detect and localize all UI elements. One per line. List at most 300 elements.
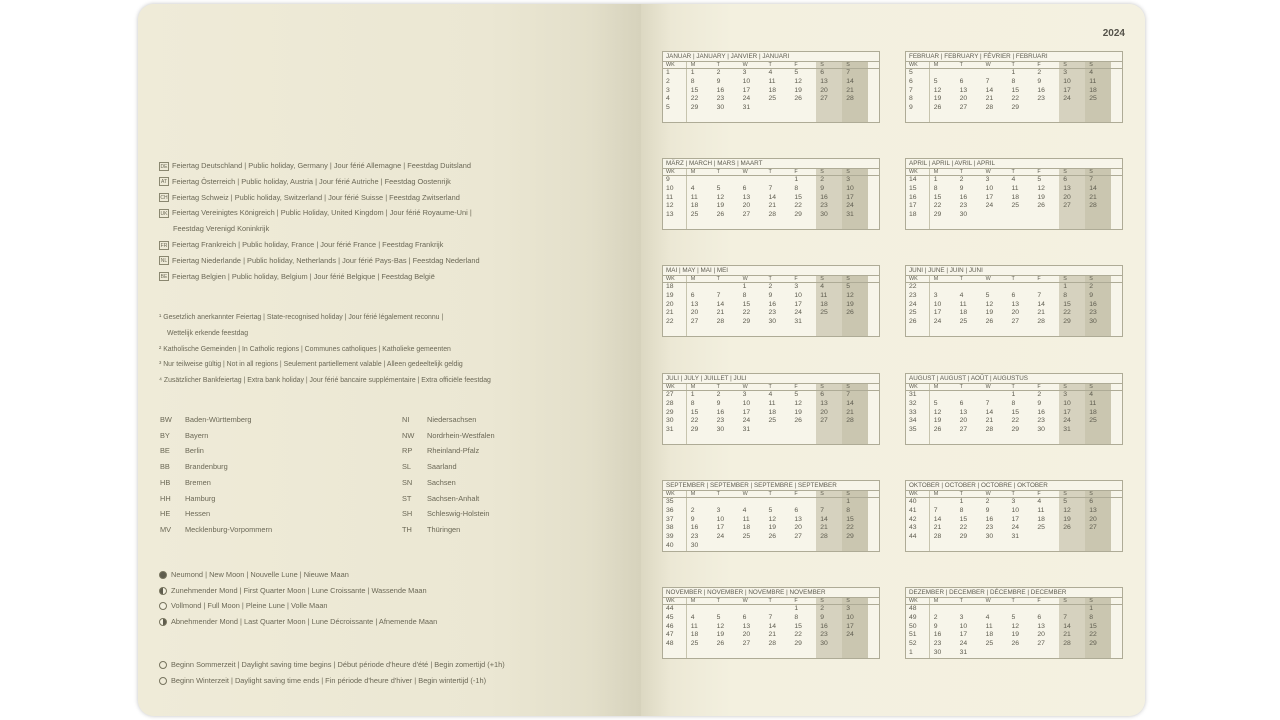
holiday-text: Feiertag Vereinigtes Königreich | Public Holiday, United Kingdom | Jour férié Royaume-Uni | — [172, 208, 472, 218]
state-name: Schleswig-Holstein — [427, 509, 490, 519]
state-abbreviation: BB — [160, 462, 170, 472]
day-cell: 16 — [816, 194, 842, 203]
weekday-label: F — [794, 384, 798, 390]
week-number: 50 — [906, 623, 930, 632]
week-row — [663, 95, 879, 104]
holiday-text: Feiertag Frankreich | Public holiday, France | Jour férié France | Feestdag Frankrijk — [172, 239, 444, 249]
weekday-label: M — [690, 598, 696, 604]
weekday-label: M — [933, 169, 939, 175]
day-cell: 13 — [959, 86, 968, 94]
weekday-label: F — [794, 276, 798, 282]
day-cell: 23 — [690, 533, 699, 541]
day-cell — [1033, 211, 1059, 220]
day-cell: 21 — [768, 631, 777, 639]
day-cell: 5 — [794, 69, 799, 76]
day-cell: 23 — [959, 202, 968, 210]
day-cell — [790, 104, 816, 113]
day-cell: 30 — [816, 211, 842, 220]
week-row — [906, 623, 1122, 632]
day-cell — [663, 649, 687, 658]
day-cell: 10 — [1059, 78, 1085, 87]
day-cell — [1033, 104, 1059, 113]
week-row — [663, 649, 879, 658]
moon-phase-legend — [159, 567, 437, 630]
weekday-label: S — [1085, 169, 1111, 175]
weekday-label: WK — [663, 384, 687, 390]
day-cell: 28 — [768, 640, 777, 648]
month-title: MÄRZ | MARCH | MARS | MAART — [663, 159, 879, 169]
weekday-label: S — [1059, 169, 1085, 175]
day-cell: 28 — [768, 211, 777, 219]
day-cell — [1007, 283, 1033, 292]
day-cell: 1 — [794, 605, 799, 612]
day-cell — [842, 426, 868, 435]
weekday-header-row — [906, 62, 1122, 69]
clock-icon — [159, 661, 167, 669]
day-cell: 8 — [1011, 399, 1016, 407]
state-item — [160, 443, 272, 459]
week-number: 27 — [663, 391, 687, 400]
weekday-label: T — [716, 169, 720, 175]
day-cell: 12 — [1011, 622, 1020, 630]
day-cell — [842, 220, 868, 229]
day-cell: 25 — [1085, 417, 1111, 426]
day-cell: 26 — [716, 211, 725, 219]
week-number: 3 — [663, 87, 687, 96]
day-cell: 27 — [690, 318, 699, 326]
day-cell — [1085, 113, 1111, 122]
day-cell: 6 — [794, 506, 799, 514]
weekday-label: M — [690, 491, 696, 497]
month-title: JANUAR | JANUARY | JANVIER | JANUARI — [663, 52, 879, 62]
day-cell: 7 — [1059, 614, 1085, 623]
week-row — [906, 301, 1122, 310]
week-row — [663, 507, 879, 516]
day-cell — [764, 327, 790, 336]
day-cell — [687, 113, 713, 122]
state-name: Brandenburg — [185, 462, 228, 472]
week-number: 16 — [906, 194, 930, 203]
week-row — [906, 327, 1122, 336]
moon-phase-icon — [159, 587, 167, 595]
week-number: 9 — [906, 104, 930, 113]
day-cell: 20 — [742, 202, 751, 210]
day-cell — [1059, 435, 1085, 444]
day-cell: 30 — [716, 104, 725, 112]
day-cell: 19 — [933, 95, 942, 103]
day-cell: 15 — [794, 622, 802, 630]
week-row — [906, 95, 1122, 104]
day-cell — [739, 176, 765, 185]
month-grid — [662, 373, 880, 445]
weekday-label: W — [985, 491, 991, 497]
weekday-label: M — [933, 491, 939, 497]
day-cell: 23 — [816, 631, 842, 640]
state-name: Sachsen — [427, 477, 456, 487]
state-name: Berlin — [185, 446, 204, 456]
week-number: 28 — [663, 400, 687, 409]
day-cell: 3 — [959, 613, 964, 621]
day-cell: 11 — [690, 193, 698, 201]
day-cell: 7 — [933, 506, 938, 514]
week-row — [663, 435, 879, 444]
day-cell: 9 — [716, 77, 721, 85]
day-cell: 22 — [742, 309, 751, 317]
day-cell: 13 — [794, 515, 802, 523]
month-title: OKTOBER | OCTOBER | OCTOBRE | OKTOBER — [906, 481, 1122, 491]
holiday-text: Feiertag Deutschland | Public holiday, Germany | Jour férié Allemagne | Feestdag Duitsland — [172, 161, 471, 170]
day-cell: 26 — [716, 640, 725, 648]
day-cell: 7 — [985, 399, 990, 407]
day-cell: 25 — [690, 640, 699, 648]
day-cell: 13 — [1085, 507, 1111, 516]
day-cell: 14 — [816, 516, 842, 525]
day-cell: 5 — [842, 283, 868, 292]
holiday-item — [159, 174, 480, 190]
footnote-item-continued: Wettelijk erkende feestdag — [167, 329, 249, 337]
day-cell: 1 — [1059, 283, 1085, 292]
week-row — [906, 318, 1122, 327]
weekday-label: S — [842, 276, 868, 282]
week-row — [906, 391, 1122, 400]
day-cell: 22 — [690, 417, 699, 425]
weekday-header-row — [663, 62, 879, 69]
day-cell — [764, 113, 790, 122]
day-cell — [713, 220, 739, 229]
day-cell: 11 — [816, 292, 842, 301]
day-cell — [713, 605, 739, 614]
state-name: Mecklenburg-Vorpommern — [185, 524, 273, 534]
day-cell: 11 — [985, 622, 993, 630]
weekday-label: S — [1085, 384, 1111, 390]
day-cell: 27 — [742, 211, 751, 219]
day-cell: 16 — [1037, 408, 1045, 416]
day-cell — [1059, 649, 1085, 658]
state-abbreviation: SH — [402, 509, 413, 519]
day-cell: 2 — [1085, 283, 1111, 292]
day-cell: 21 — [1085, 194, 1111, 203]
day-cell: 9 — [816, 614, 842, 623]
weekday-label: F — [794, 62, 798, 68]
day-cell — [1085, 211, 1111, 220]
weekday-label: W — [985, 276, 991, 282]
weekday-label: W — [985, 169, 991, 175]
holiday-text-continued: Feestdag Verenigd Koninkrijk — [173, 224, 270, 234]
week-row — [663, 391, 879, 400]
day-cell: 26 — [768, 533, 777, 541]
day-cell: 23 — [716, 417, 725, 425]
day-cell: 28 — [816, 533, 842, 542]
day-cell — [764, 176, 790, 185]
day-cell: 21 — [1037, 309, 1045, 317]
day-cell: 27 — [816, 95, 842, 104]
week-row — [663, 104, 879, 113]
month-grid — [905, 265, 1123, 337]
day-cell: 17 — [716, 524, 725, 532]
day-cell: 15 — [842, 516, 868, 525]
day-cell: 7 — [716, 291, 721, 299]
week-number: 6 — [906, 78, 930, 87]
country-code-box: FR — [160, 242, 168, 249]
day-cell — [687, 220, 713, 229]
day-cell: 12 — [933, 408, 942, 416]
weekday-header-row — [663, 384, 879, 391]
week-row — [906, 292, 1122, 301]
weekday-label: W — [985, 598, 991, 604]
week-row — [906, 435, 1122, 444]
day-cell: 20 — [816, 409, 842, 418]
day-cell: 2 — [816, 605, 842, 614]
week-number: 44 — [663, 605, 687, 614]
day-cell: 29 — [690, 104, 699, 112]
day-cell: 6 — [816, 391, 842, 400]
week-row — [906, 542, 1122, 551]
day-cell — [982, 542, 1008, 551]
day-cell: 3 — [794, 283, 799, 290]
moon-phase-icon — [159, 618, 167, 626]
week-number: 47 — [663, 631, 687, 640]
day-cell — [982, 69, 1008, 78]
day-cell: 26 — [985, 318, 994, 326]
day-cell: 17 — [742, 408, 751, 416]
day-cell — [956, 69, 982, 78]
week-row — [663, 301, 879, 310]
day-cell: 2 — [1037, 69, 1042, 76]
day-cell: 16 — [985, 515, 994, 523]
day-cell: 16 — [1085, 301, 1111, 310]
day-cell — [842, 104, 868, 113]
day-cell: 21 — [985, 417, 994, 425]
week-number: 5 — [906, 69, 930, 78]
day-cell — [663, 220, 687, 229]
day-cell: 20 — [1037, 631, 1045, 639]
weekday-label: W — [985, 62, 991, 68]
day-cell: 20 — [959, 417, 968, 425]
day-cell — [739, 435, 765, 444]
day-cell: 9 — [690, 515, 695, 523]
day-cell: 1 — [1011, 391, 1016, 398]
day-cell — [1059, 220, 1085, 229]
state-item — [160, 491, 272, 507]
day-cell: 16 — [1037, 86, 1045, 94]
day-cell: 10 — [959, 622, 968, 630]
weekday-header-row — [663, 169, 879, 176]
day-cell: 31 — [1059, 426, 1085, 435]
week-row — [906, 409, 1122, 418]
week-number: 35 — [906, 426, 930, 435]
week-row — [663, 605, 879, 614]
year-label: 2024 — [1102, 28, 1125, 39]
day-cell — [739, 327, 765, 336]
state-abbreviation: MV — [160, 524, 172, 534]
day-cell: 4 — [1011, 176, 1016, 183]
day-cell: 17 — [1059, 87, 1085, 96]
day-cell: 19 — [716, 202, 725, 210]
month-title: JULI | JULY | JUILLET | JULI — [663, 374, 879, 384]
week-row — [906, 400, 1122, 409]
day-cell — [1033, 542, 1059, 551]
day-cell — [1033, 113, 1059, 122]
day-cell — [1007, 220, 1033, 229]
week-row — [906, 524, 1122, 533]
week-row — [663, 524, 879, 533]
day-cell — [1007, 211, 1033, 220]
day-cell: 28 — [716, 318, 725, 326]
day-cell — [1033, 220, 1059, 229]
day-cell: 5 — [794, 391, 799, 398]
day-cell — [1007, 327, 1033, 336]
day-cell — [982, 605, 1008, 614]
day-cell: 18 — [768, 408, 777, 416]
day-cell — [1085, 327, 1111, 336]
week-row — [663, 640, 879, 649]
day-cell: 23 — [1085, 309, 1111, 318]
weekday-header-row — [663, 276, 879, 283]
day-cell: 22 — [794, 202, 802, 210]
day-cell: 24 — [842, 202, 868, 211]
day-cell: 22 — [1011, 417, 1020, 425]
week-number: 19 — [663, 292, 687, 301]
day-cell — [842, 327, 868, 336]
day-cell — [816, 104, 842, 113]
week-number: 1 — [663, 69, 687, 78]
day-cell: 27 — [959, 426, 968, 434]
day-cell: 6 — [690, 291, 695, 299]
weekday-label: S — [1085, 598, 1111, 604]
week-number: 31 — [906, 391, 930, 400]
day-cell: 1 — [1085, 605, 1111, 614]
week-row — [663, 516, 879, 525]
day-cell — [1085, 542, 1111, 551]
state-item — [160, 506, 272, 522]
day-cell — [713, 498, 739, 507]
day-cell — [1059, 605, 1085, 614]
day-cell: 11 — [768, 399, 776, 407]
day-cell: 19 — [716, 631, 725, 639]
day-cell — [982, 391, 1008, 400]
moon-phase-text: Zunehmender Mond | First Quarter Moon | Lune Croissante | Wassende Maan — [171, 585, 427, 595]
day-cell: 7 — [842, 69, 868, 78]
weekday-label: S — [816, 384, 842, 390]
day-cell: 4 — [1085, 69, 1111, 78]
holiday-item — [159, 237, 480, 253]
state-abbreviation: NW — [402, 430, 415, 440]
day-cell: 14 — [1037, 300, 1045, 308]
week-row — [663, 211, 879, 220]
week-number: 42 — [906, 516, 930, 525]
day-cell: 14 — [985, 86, 994, 94]
day-cell — [687, 327, 713, 336]
day-cell: 22 — [842, 524, 868, 533]
state-item — [160, 412, 272, 428]
state-item — [402, 522, 495, 538]
day-cell: 14 — [768, 622, 777, 630]
country-code-box: AT — [160, 179, 168, 186]
day-cell: 8 — [690, 399, 695, 407]
month-grid — [662, 265, 880, 337]
state-item — [160, 522, 272, 538]
day-cell: 27 — [1011, 318, 1020, 326]
day-cell: 29 — [1011, 426, 1020, 434]
day-cell: 19 — [1037, 193, 1045, 201]
week-number: 18 — [906, 211, 930, 220]
week-number: 36 — [663, 507, 687, 516]
week-number: 14 — [906, 176, 930, 185]
day-cell — [1033, 435, 1059, 444]
day-cell: 3 — [716, 506, 721, 514]
day-cell: 9 — [768, 291, 773, 299]
daylight-saving-legend — [159, 657, 505, 688]
week-number: 49 — [906, 614, 930, 623]
day-cell — [930, 435, 956, 444]
day-cell — [816, 113, 842, 122]
day-cell: 17 — [1011, 515, 1020, 523]
weekday-label: M — [690, 62, 696, 68]
day-cell: 8 — [1059, 292, 1085, 301]
day-cell: 28 — [933, 533, 942, 541]
country-code-box: DE — [160, 163, 168, 170]
day-cell: 18 — [816, 301, 842, 310]
day-cell: 15 — [690, 86, 699, 94]
day-cell: 12 — [933, 86, 942, 94]
day-cell: 4 — [985, 613, 990, 621]
week-row — [906, 533, 1122, 542]
week-number: 46 — [663, 623, 687, 632]
day-cell: 27 — [794, 533, 802, 541]
day-cell: 4 — [690, 613, 695, 621]
day-cell: 16 — [933, 631, 942, 639]
day-cell: 10 — [794, 291, 802, 299]
weekday-label: WK — [663, 598, 687, 604]
day-cell: 11 — [1011, 184, 1019, 192]
day-cell: 27 — [1085, 524, 1111, 533]
day-cell: 22 — [1011, 95, 1020, 103]
day-cell — [956, 391, 982, 400]
moon-phase-text: Vollmond | Full Moon | Pleine Lune | Volle Maan — [171, 601, 328, 611]
week-number: 30 — [663, 417, 687, 426]
day-cell: 14 — [842, 78, 868, 87]
day-cell: 9 — [1037, 77, 1042, 85]
day-cell: 18 — [690, 202, 699, 210]
day-cell: 11 — [690, 622, 698, 630]
state-name: Nordrhein-Westfalen — [427, 430, 495, 440]
weekday-label: T — [716, 276, 720, 282]
day-cell: 23 — [933, 640, 942, 648]
day-cell — [713, 283, 739, 292]
day-cell: 29 — [959, 533, 968, 541]
week-number: 24 — [906, 301, 930, 310]
week-row — [906, 194, 1122, 203]
day-cell — [1007, 113, 1033, 122]
day-cell: 13 — [816, 78, 842, 87]
day-cell — [1033, 649, 1059, 658]
day-cell: 30 — [1037, 426, 1045, 434]
day-cell: 13 — [959, 408, 968, 416]
week-number: 22 — [906, 283, 930, 292]
day-cell: 10 — [742, 399, 751, 407]
day-cell — [1085, 435, 1111, 444]
weekday-label: M — [690, 169, 696, 175]
day-cell: 2 — [716, 69, 721, 76]
day-cell — [842, 113, 868, 122]
day-cell: 17 — [842, 194, 868, 203]
day-cell: 8 — [690, 77, 695, 85]
day-cell: 8 — [1011, 77, 1016, 85]
weekday-label: WK — [906, 62, 930, 68]
weekday-header-row — [906, 598, 1122, 605]
day-cell — [930, 391, 956, 400]
day-cell: 13 — [816, 400, 842, 409]
